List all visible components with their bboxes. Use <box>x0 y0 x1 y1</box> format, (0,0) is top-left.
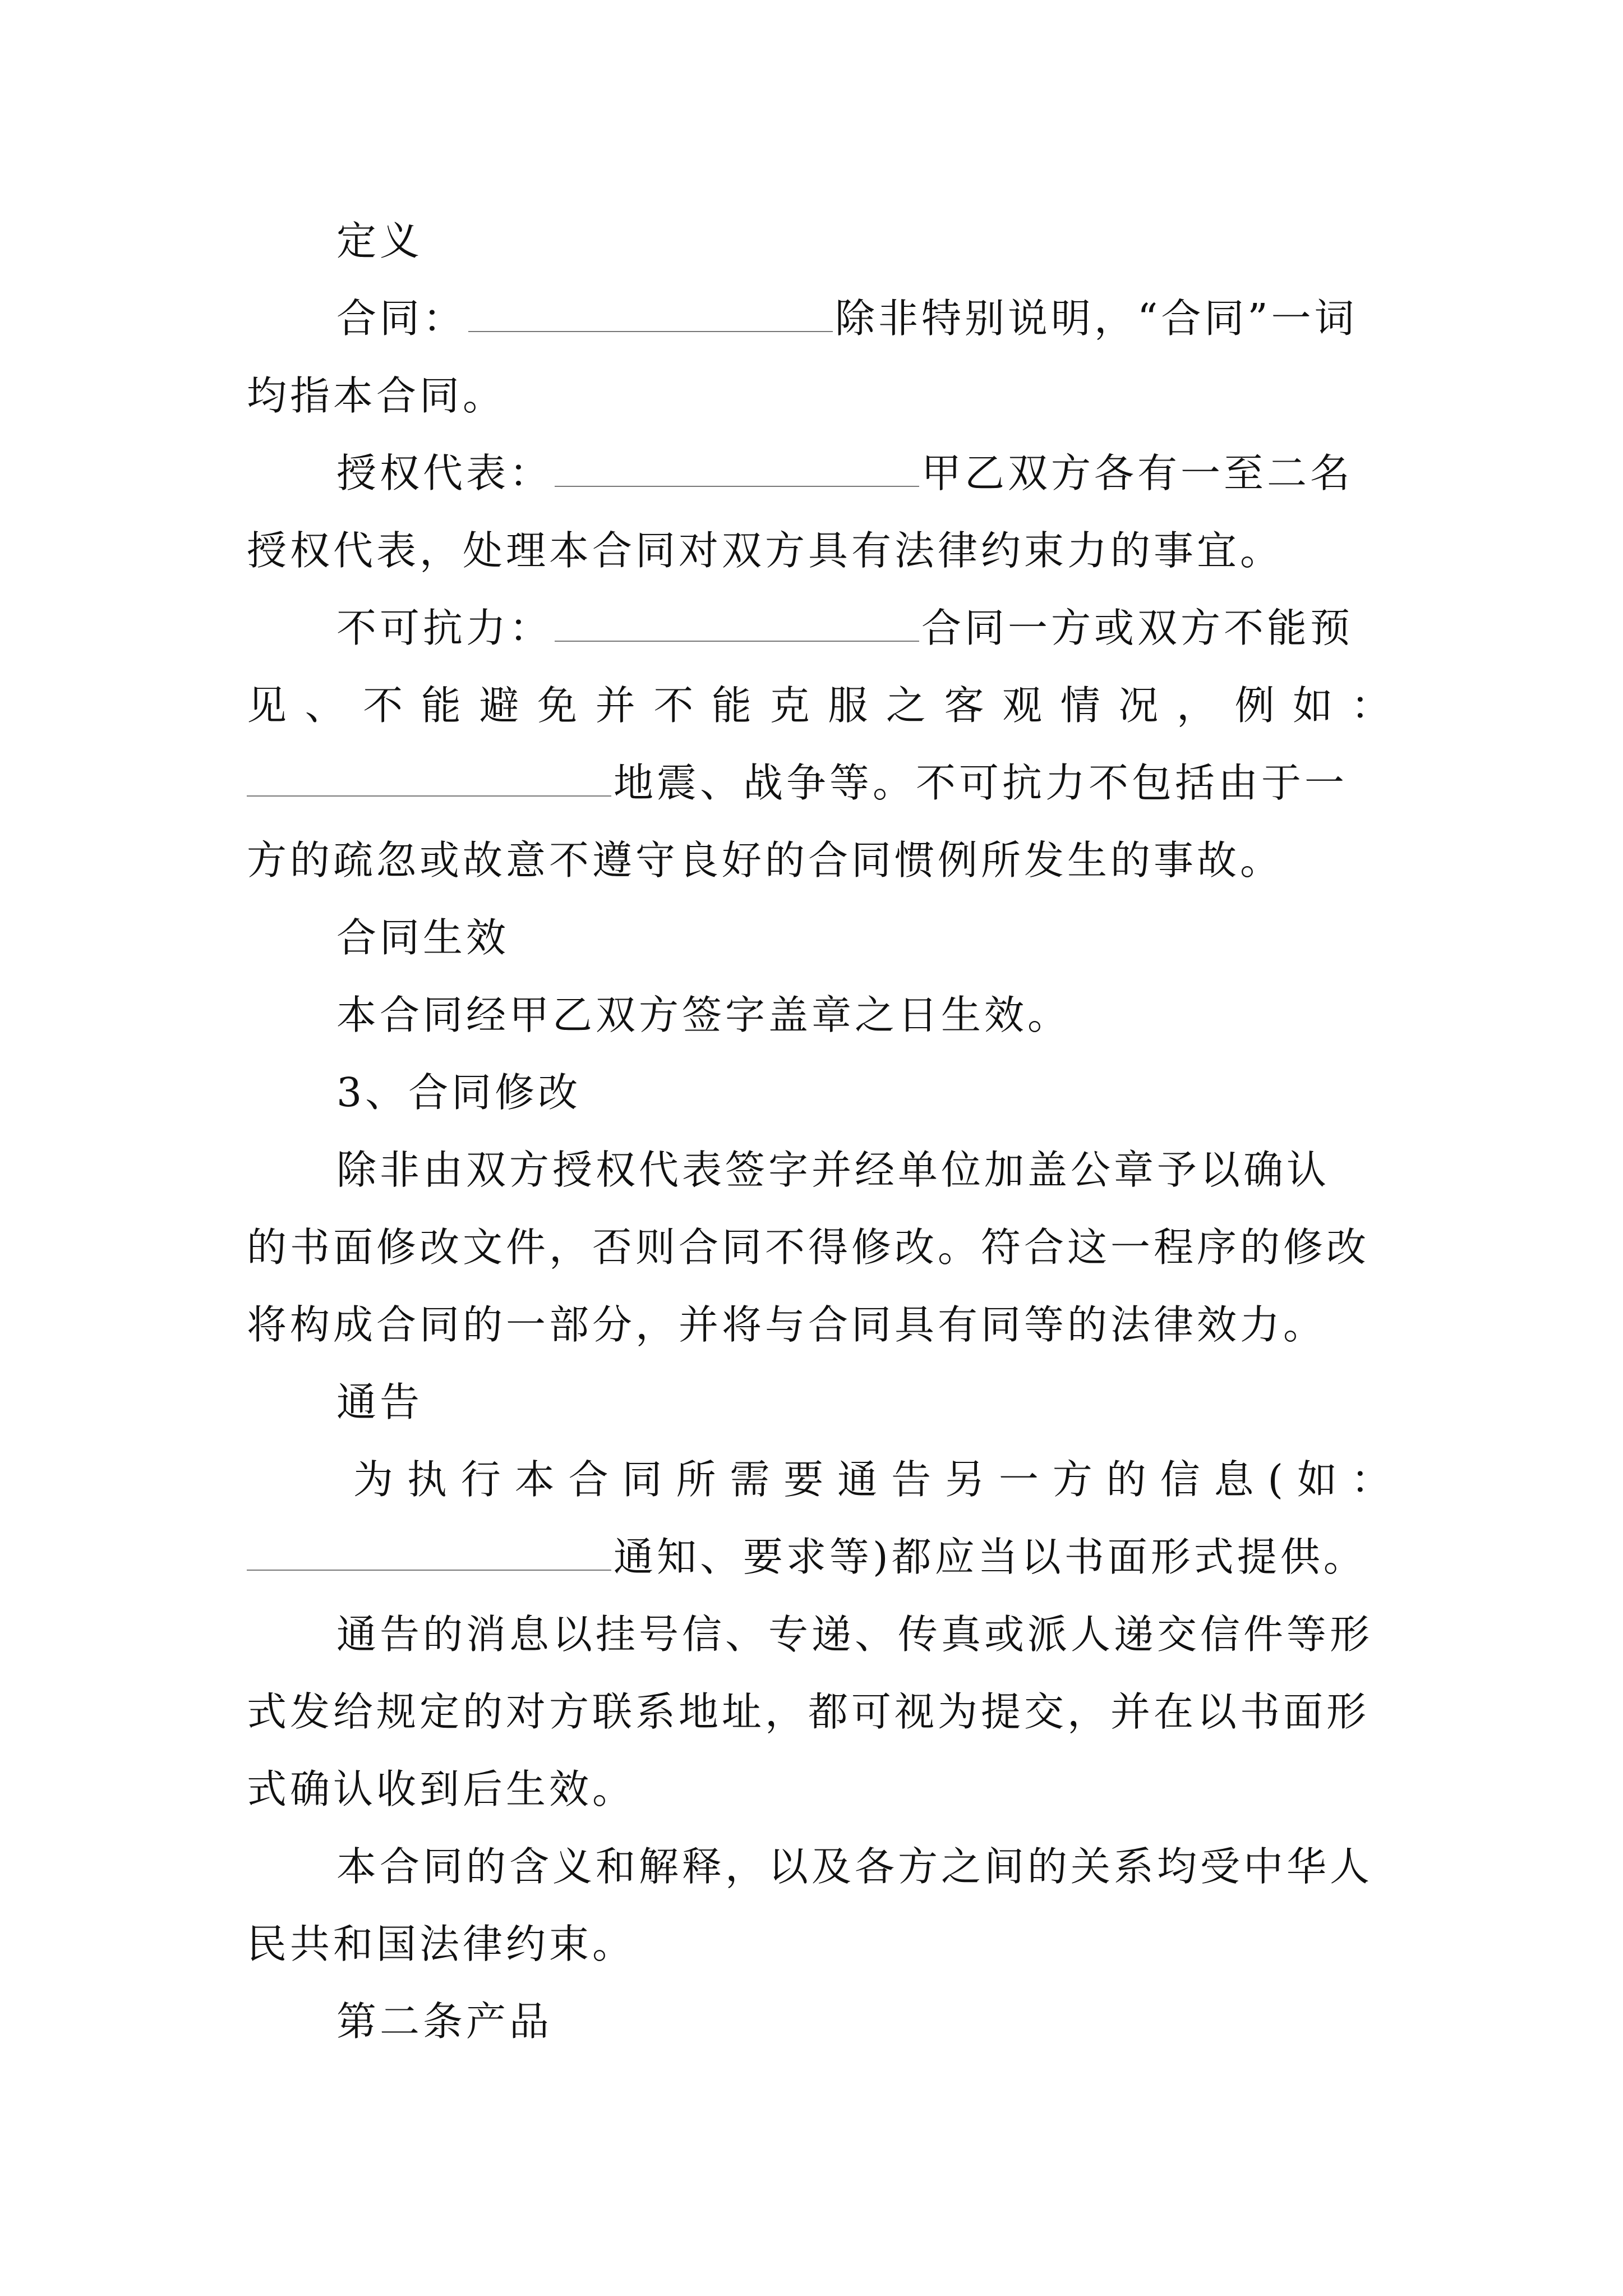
justified-char: ： <box>1350 1456 1391 1503</box>
justified-char: 观 <box>1002 682 1043 729</box>
force-majeure-line3 <box>247 755 1391 811</box>
contract-definition-line2: 均指本合同。 <box>247 372 506 419</box>
force-majeure-example-blank[interactable] <box>247 762 611 797</box>
justified-char: 通 <box>837 1456 878 1503</box>
justified-char: 服 <box>828 682 868 729</box>
justified-char: 告 <box>891 1456 932 1503</box>
justified-char: 本 <box>514 1456 555 1503</box>
justified-char: 例 <box>1234 682 1275 729</box>
rep-tail: 甲乙双方各有一至二名 <box>921 450 1354 496</box>
justified-char: 信 <box>1160 1456 1200 1503</box>
justified-char: 不 <box>653 682 694 729</box>
notice-method-line3: 式确认收到后生效。 <box>247 1766 636 1812</box>
justified-char: 如 <box>1297 1456 1338 1503</box>
force-majeure-line3-tail: 地震、战争等。不可抗力不包括由于一 <box>614 760 1348 806</box>
justified-char: 克 <box>769 682 810 729</box>
contract-blank-field[interactable] <box>468 297 833 332</box>
justified-char: 见 <box>247 682 287 729</box>
rep-definition-line1 <box>336 445 1391 501</box>
justified-char: 的 <box>1106 1456 1146 1503</box>
notice-example-blank[interactable] <box>247 1536 611 1571</box>
justified-char: 合 <box>568 1456 608 1503</box>
justified-char: 息 <box>1214 1456 1254 1503</box>
contract-tail: 除非特别说明，“合同”一词 <box>835 295 1358 342</box>
section-heading-effectiveness: 合同生效 <box>336 914 510 961</box>
section-heading-notice: 通告 <box>336 1379 423 1425</box>
governing-law-line2: 民共和国法律约束。 <box>247 1921 636 1967</box>
justified-char: 能 <box>421 682 461 729</box>
justified-char: ： <box>1350 682 1391 729</box>
justified-char: 需 <box>730 1456 770 1503</box>
justified-char: 免 <box>537 682 578 729</box>
effectiveness-body: 本合同经甲乙双方签字盖章之日生效。 <box>336 992 1071 1038</box>
force-majeure-label: 不可抗力： <box>336 605 553 651</box>
justified-char: 避 <box>479 682 519 729</box>
justified-char: 同 <box>622 1456 662 1503</box>
notice-method-line1: 通告的消息以挂号信、专递、传真或派人递交信件等形 <box>336 1611 1373 1658</box>
justified-char: 客 <box>944 682 984 729</box>
amendment-line2: 的书面修改文件，否则合同不得修改。符合这一程序的修改 <box>247 1224 1370 1271</box>
notice-line2 <box>247 1529 1391 1585</box>
governing-law-line1: 本合同的含义和解释，以及各方之间的关系均受中华人 <box>336 1843 1373 1890</box>
amendment-line1: 除非由双方授权代表签字并经单位加盖公章予以确认 <box>336 1147 1330 1193</box>
force-majeure-line4: 方的疏忽或故意不遵守良好的合同惯例所发生的事故。 <box>247 837 1284 884</box>
justified-char: 能 <box>712 682 752 729</box>
force-majeure-blank-field[interactable] <box>555 607 919 642</box>
justified-char: 之 <box>886 682 926 729</box>
justified-char: 、 <box>305 682 345 729</box>
justified-char: 方 <box>1052 1456 1092 1503</box>
force-majeure-line2 <box>247 678 1391 734</box>
notice-line2-tail: 通知、要求等)都应当以书面形式提供。 <box>614 1534 1367 1580</box>
justified-char: 行 <box>460 1456 501 1503</box>
justified-char: 为 <box>353 1456 394 1503</box>
justified-char: 不 <box>363 682 403 729</box>
contract-definition-line1 <box>336 291 1391 347</box>
notice-line1 <box>353 1452 1391 1508</box>
notice-method-line2: 式发给规定的对方联系地址，都可视为提交，并在以书面形 <box>247 1688 1370 1735</box>
justified-char: 况 <box>1118 682 1159 729</box>
justified-char: 情 <box>1060 682 1100 729</box>
section-heading-amendment: 3、合同修改 <box>336 1069 582 1116</box>
justified-char: 如 <box>1293 682 1333 729</box>
justified-char: ， <box>1177 682 1217 729</box>
section-heading-definitions: 定义 <box>336 218 423 264</box>
justified-char: 执 <box>407 1456 447 1503</box>
rep-definition-line2: 授权代表，处理本合同对双方具有法律约束力的事宜。 <box>247 527 1284 574</box>
amendment-line3: 将构成合同的一部分，并将与合同具有同等的法律效力。 <box>247 1301 1327 1348</box>
rep-blank-field[interactable] <box>555 452 919 487</box>
justified-char: 另 <box>944 1456 985 1503</box>
justified-char: 要 <box>783 1456 824 1503</box>
justified-char: 并 <box>595 682 635 729</box>
justified-char: 所 <box>676 1456 716 1503</box>
justified-char: 一 <box>998 1456 1039 1503</box>
rep-label: 授权代表： <box>336 450 553 496</box>
section-heading-products: 第二条产品 <box>336 1998 553 2045</box>
force-majeure-tail: 合同一方或双方不能预 <box>921 605 1354 651</box>
force-majeure-line1 <box>336 600 1391 656</box>
justified-char: ( <box>1267 1456 1284 1503</box>
contract-label: 合同： <box>336 295 467 342</box>
